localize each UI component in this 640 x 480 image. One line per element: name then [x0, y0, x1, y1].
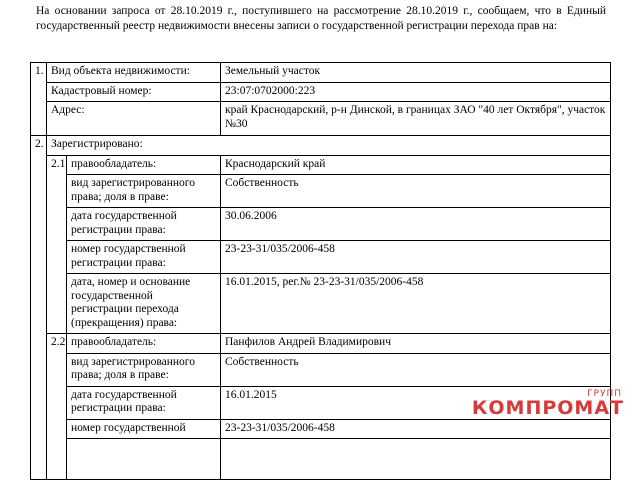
table-row	[31, 82, 611, 102]
table-row	[31, 63, 611, 83]
registered-heading: Зарегистрировано:	[47, 136, 611, 156]
right-type-label: вид зарегистрированного права; доля в праве:	[67, 353, 221, 386]
table-row	[31, 274, 611, 334]
section-2-number: 2.	[31, 136, 47, 480]
subsection-2-2-number: 2.2	[47, 334, 67, 480]
holder-label: правообладатель:	[67, 334, 221, 354]
watermark-brand-text: КОМПРОМАТ	[471, 397, 624, 419]
table-row	[31, 419, 611, 439]
right-type-value: Собственность	[221, 353, 611, 386]
table-row	[31, 175, 611, 208]
registration-number-value: 23-23-31/035/2006-458	[221, 419, 611, 439]
right-type-label: вид зарегистрированного права; доля в праве:	[67, 175, 221, 208]
table-row	[31, 241, 611, 274]
registration-date-label: дата государственной регистрации права:	[67, 386, 221, 419]
table-row	[31, 102, 611, 136]
registration-number-value: 23-23-31/035/2006-458	[221, 241, 611, 274]
table-row	[31, 334, 611, 354]
cadastral-number-value: 23:07:0702000:223	[221, 82, 611, 102]
registration-date-label: дата государственной регистрации права:	[67, 208, 221, 241]
table-cell-blank	[221, 439, 611, 480]
table-row	[31, 439, 611, 480]
table-row	[31, 353, 611, 386]
registration-number-label: номер государственной регистрации права:	[67, 241, 221, 274]
holder-value: Панфилов Андрей Владимирович	[221, 334, 611, 354]
object-type-value: Земельный участок	[221, 63, 611, 83]
transfer-label: дата, номер и основание государственной регистрации перехода (прекращения) права:	[67, 274, 221, 334]
section-1-number: 1.	[31, 63, 47, 136]
registration-number-label: номер государственной	[67, 419, 221, 439]
intro-paragraph: На основании запроса от 28.10.2019 г., поступившего на рассмотрение 28.10.2019 г., сообщаем, что в Единый государственный реестр недвижимости внесены записи о государственной регистрации перехода прав на:	[36, 5, 606, 32]
table-row	[31, 136, 611, 156]
transfer-value: 16.01.2015, рег.№ 23-23-31/035/2006-458	[221, 274, 611, 334]
object-type-label: Вид объекта недвижимости:	[47, 63, 221, 83]
holder-label: правообладатель:	[67, 155, 221, 175]
registration-date-value: 30.06.2006	[221, 208, 611, 241]
right-type-value: Собственность	[221, 175, 611, 208]
subsection-2-1-number: 2.1	[47, 155, 67, 334]
cadastral-number-label: Кадастровый номер:	[47, 82, 221, 102]
address-value: край Краснодарский, р-н Динской, в границах ЗАО "40 лет Октября", участок №30	[221, 102, 611, 136]
table-cell-blank	[67, 439, 221, 480]
watermark-group-text: ГРУПП	[587, 389, 622, 399]
holder-value: Краснодарский край	[221, 155, 611, 175]
registration-date-value: 16.01.2015	[221, 386, 611, 419]
table-row	[31, 155, 611, 175]
table-row	[31, 208, 611, 241]
address-label: Адрес:	[47, 102, 221, 136]
